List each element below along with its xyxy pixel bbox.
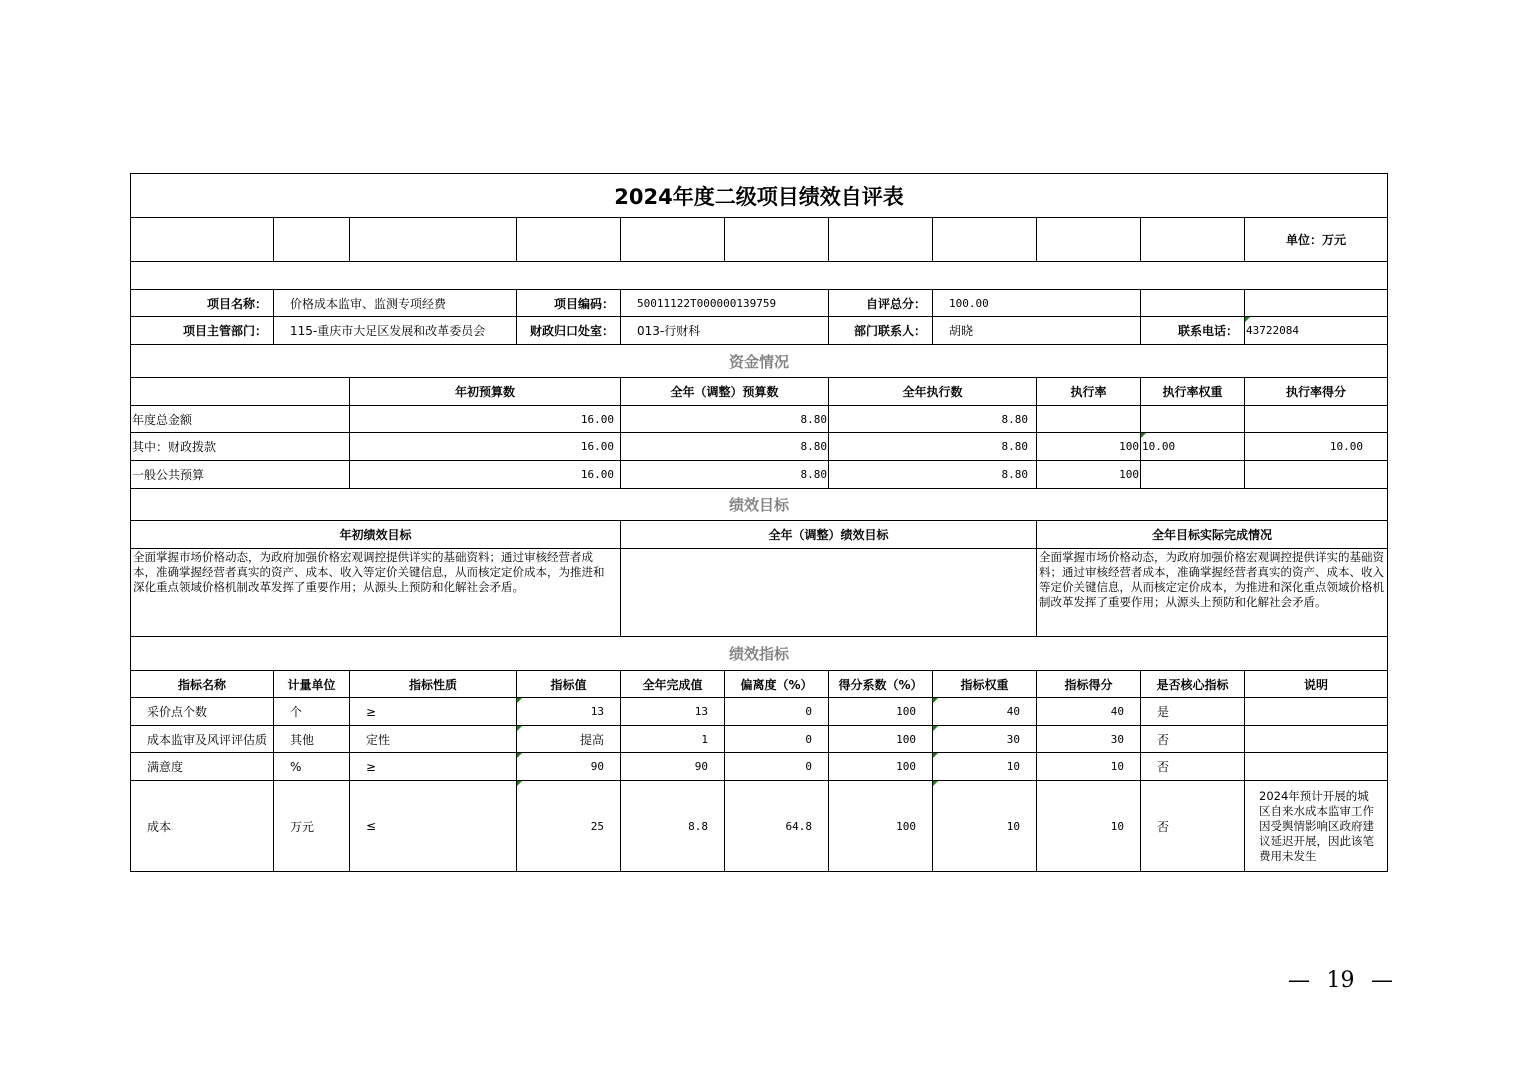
ind-note <box>1245 726 1387 753</box>
funds-weight <box>1141 406 1245 433</box>
ind-deviation: 0 <box>725 726 829 753</box>
funds-executed: 8.80 <box>829 406 1037 433</box>
funds-initial: 16.00 <box>350 461 621 489</box>
ind-header-coef: 得分系数（%） <box>829 671 933 698</box>
ind-header-core: 是否核心指标 <box>1141 671 1245 698</box>
ind-name: 满意度 <box>131 753 274 781</box>
empty-cell <box>350 218 517 262</box>
indicators-header-row <box>131 671 1387 698</box>
funds-adjusted: 8.80 <box>621 406 829 433</box>
ind-actual: 90 <box>621 753 725 781</box>
goals-header-adjusted: 全年（调整）绩效目标 <box>621 521 1037 549</box>
goals-initial-text: 全面掌握市场价格动态，为政府加强价格宏观调控提供详实的基础资料；通过审核经营者成本，准确掌握经营者真实的资产、成本、收入等定价关键信息，从而核定定价成本，为推进和深化重点领域价格机制改革发挥了重要作用；从源头上预防和化解社会矛盾。 <box>131 549 621 637</box>
funds-weight <box>1141 461 1245 489</box>
ind-score: 10 <box>1037 753 1141 781</box>
empty-cell <box>131 218 274 262</box>
ind-header-note: 说明 <box>1245 671 1387 698</box>
funds-executed: 8.80 <box>829 461 1037 489</box>
empty-cell <box>517 218 621 262</box>
unit-row <box>131 218 1387 262</box>
funds-weight: 10.00 <box>1141 433 1245 461</box>
finance-office-value: 013-行财科 <box>621 317 829 345</box>
project-name-label: 项目名称： <box>131 290 274 317</box>
dept-label: 项目主管部门： <box>131 317 274 345</box>
ind-coef: 100 <box>829 753 933 781</box>
empty-cell <box>131 262 1387 290</box>
info-row-2 <box>131 317 1387 345</box>
phone-label: 联系电话： <box>1141 317 1245 345</box>
goals-adjusted-text <box>621 549 1037 637</box>
goals-section-title: 绩效目标 <box>131 489 1387 521</box>
funds-section-row <box>131 345 1387 378</box>
funds-rate: 100 <box>1037 433 1141 461</box>
funds-row <box>131 461 1387 489</box>
empty-cell <box>1245 290 1387 317</box>
funds-section-title: 资金情况 <box>131 345 1387 378</box>
ind-coef: 100 <box>829 698 933 726</box>
ind-unit: % <box>274 753 350 781</box>
ind-target: 13 <box>517 698 621 726</box>
empty-cell <box>829 218 933 262</box>
ind-target: 25 <box>517 781 621 872</box>
ind-unit: 个 <box>274 698 350 726</box>
ind-name: 成本监审及风评评估质 <box>131 726 274 753</box>
ind-name: 成本 <box>131 781 274 872</box>
project-code-value: 50011122T000000139759 <box>621 290 829 317</box>
ind-coef: 100 <box>829 726 933 753</box>
empty-cell <box>933 218 1037 262</box>
empty-cell <box>274 218 350 262</box>
project-name-value: 价格成本监审、监测专项经费 <box>274 290 517 317</box>
ind-nature: ≤ <box>350 781 517 872</box>
ind-weight: 40 <box>933 698 1037 726</box>
ind-note: 2024年预计开展的城区自来水成本监审工作因受舆情影响区政府建议延迟开展，因此该笔费用未发生 <box>1245 781 1387 872</box>
project-code-label: 项目编码： <box>517 290 621 317</box>
ind-header-weight: 指标权重 <box>933 671 1037 698</box>
ind-name: 采价点个数 <box>131 698 274 726</box>
funds-score: 10.00 <box>1245 433 1387 461</box>
funds-header-score: 执行率得分 <box>1245 378 1387 406</box>
ind-coef: 100 <box>829 781 933 872</box>
ind-nature: ≥ <box>350 753 517 781</box>
ind-deviation: 0 <box>725 753 829 781</box>
funds-header-weight: 执行率权重 <box>1141 378 1245 406</box>
funds-header-rate: 执行率 <box>1037 378 1141 406</box>
goals-header-initial: 年初绩效目标 <box>131 521 621 549</box>
indicators-section-title: 绩效指标 <box>131 637 1387 671</box>
ind-weight: 10 <box>933 781 1037 872</box>
funds-executed: 8.80 <box>829 433 1037 461</box>
ind-header-name: 指标名称 <box>131 671 274 698</box>
empty-cell <box>1141 218 1245 262</box>
self-score-label: 自评总分： <box>829 290 933 317</box>
ind-score: 40 <box>1037 698 1141 726</box>
funds-row-label: 年度总金额 <box>131 406 350 433</box>
empty-cell <box>621 218 725 262</box>
unit-label: 单位：万元 <box>1245 218 1387 262</box>
ind-header-target: 指标值 <box>517 671 621 698</box>
indicator-row <box>131 698 1387 726</box>
blank-row <box>131 262 1387 290</box>
ind-header-deviation: 偏离度（%） <box>725 671 829 698</box>
goals-content-row <box>131 549 1387 637</box>
ind-header-score: 指标得分 <box>1037 671 1141 698</box>
empty-cell <box>725 218 829 262</box>
empty-cell <box>1141 290 1245 317</box>
phone-value: 43722084 <box>1245 317 1387 345</box>
funds-score <box>1245 461 1387 489</box>
ind-score: 30 <box>1037 726 1141 753</box>
table-title: 2024年度二级项目绩效自评表 <box>131 174 1387 218</box>
indicators-section-row <box>131 637 1387 671</box>
ind-core: 否 <box>1141 781 1245 872</box>
ind-header-unit: 计量单位 <box>274 671 350 698</box>
funds-row-label: 其中：财政拨款 <box>131 433 350 461</box>
ind-target: 提高 <box>517 726 621 753</box>
indicator-row <box>131 781 1387 872</box>
funds-rate: 100 <box>1037 461 1141 489</box>
ind-nature: 定性 <box>350 726 517 753</box>
ind-core: 是 <box>1141 698 1245 726</box>
ind-weight: 10 <box>933 753 1037 781</box>
funds-row-label: 一般公共预算 <box>131 461 350 489</box>
funds-rate <box>1037 406 1141 433</box>
ind-actual: 13 <box>621 698 725 726</box>
ind-unit: 万元 <box>274 781 350 872</box>
finance-office-label: 财政归口处室： <box>517 317 621 345</box>
ind-weight: 30 <box>933 726 1037 753</box>
funds-header-row <box>131 378 1387 406</box>
goals-header-actual: 全年目标实际完成情况 <box>1037 521 1387 549</box>
page-number-value: 19 <box>1326 967 1355 993</box>
ind-core: 否 <box>1141 726 1245 753</box>
contact-value: 胡晓 <box>933 317 1141 345</box>
title-row <box>131 174 1387 218</box>
goals-section-row <box>131 489 1387 521</box>
ind-core: 否 <box>1141 753 1245 781</box>
ind-score: 10 <box>1037 781 1141 872</box>
funds-score <box>1245 406 1387 433</box>
ind-deviation: 64.8 <box>725 781 829 872</box>
empty-cell <box>131 378 350 406</box>
funds-adjusted: 8.80 <box>621 461 829 489</box>
funds-header-executed: 全年执行数 <box>829 378 1037 406</box>
page-dash-right: — <box>1371 967 1393 993</box>
funds-header-adjusted: 全年（调整）预算数 <box>621 378 829 406</box>
indicator-row <box>131 726 1387 753</box>
ind-note <box>1245 698 1387 726</box>
ind-header-nature: 指标性质 <box>350 671 517 698</box>
funds-adjusted: 8.80 <box>621 433 829 461</box>
ind-actual: 8.8 <box>621 781 725 872</box>
goals-header-row <box>131 521 1387 549</box>
ind-target: 90 <box>517 753 621 781</box>
ind-unit: 其他 <box>274 726 350 753</box>
ind-header-actual: 全年完成值 <box>621 671 725 698</box>
page-dash-left: — <box>1288 967 1310 993</box>
funds-initial: 16.00 <box>350 433 621 461</box>
ind-note <box>1245 753 1387 781</box>
self-score-value: 100.00 <box>933 290 1141 317</box>
info-row-1 <box>131 290 1387 317</box>
self-evaluation-table <box>130 173 1388 872</box>
funds-header-initial: 年初预算数 <box>350 378 621 406</box>
contact-label: 部门联系人： <box>829 317 933 345</box>
page-number <box>1288 965 1393 995</box>
dept-value: 115-重庆市大足区发展和改革委员会 <box>274 317 517 345</box>
indicator-row <box>131 753 1387 781</box>
ind-actual: 1 <box>621 726 725 753</box>
goals-actual-text: 全面掌握市场价格动态，为政府加强价格宏观调控提供详实的基础资料；通过审核经营者成本，准确掌握经营者真实的资产、成本、收入等定价关键信息，从而核定定价成本，为推进和深化重点领域价格机制改革发挥了重要作用；从源头上预防和化解社会矛盾。 <box>1037 549 1387 637</box>
funds-initial: 16.00 <box>350 406 621 433</box>
funds-row <box>131 433 1387 461</box>
empty-cell <box>1037 218 1141 262</box>
ind-nature: ≥ <box>350 698 517 726</box>
ind-deviation: 0 <box>725 698 829 726</box>
funds-row <box>131 406 1387 433</box>
